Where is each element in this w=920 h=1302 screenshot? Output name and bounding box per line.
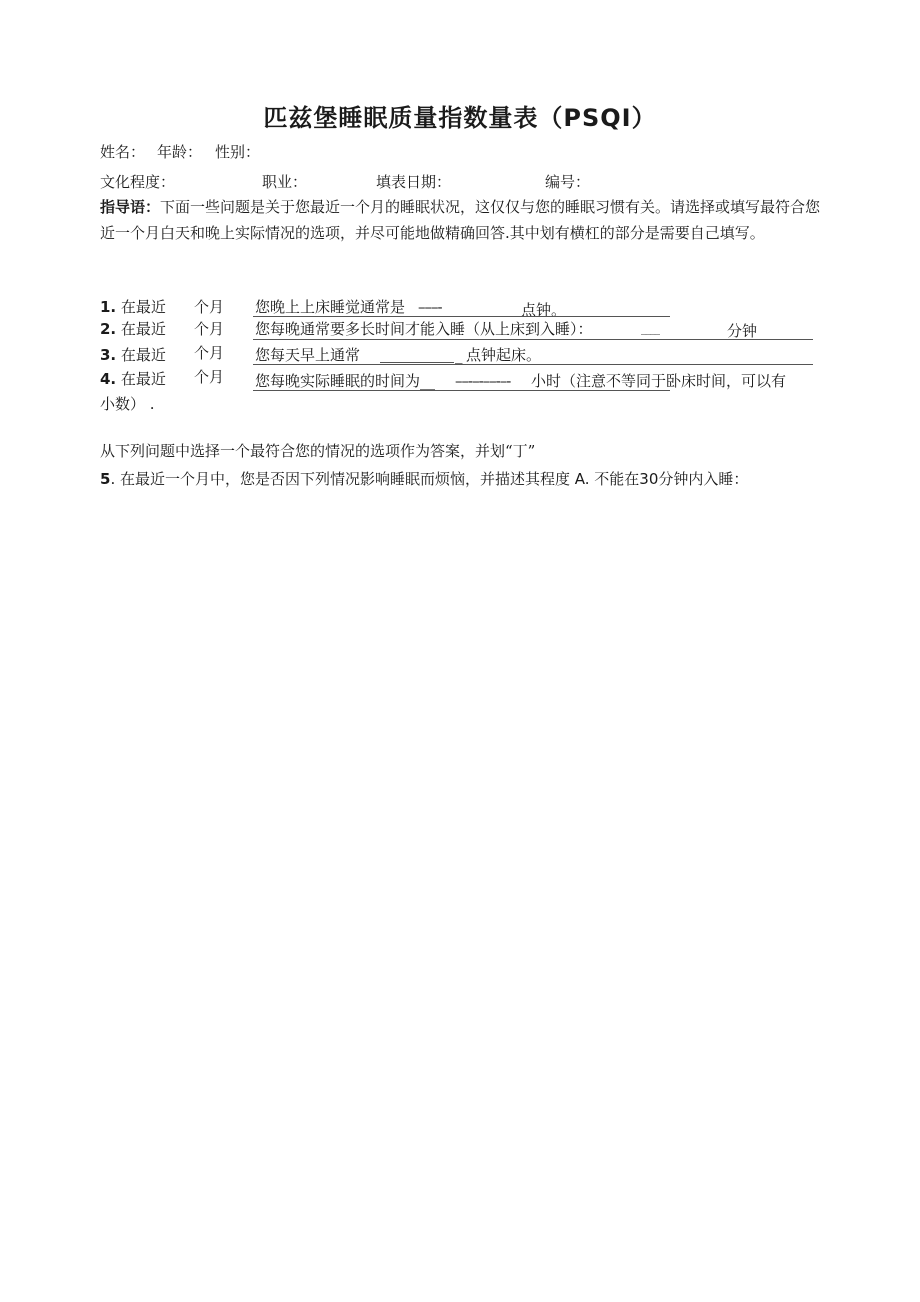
- question-4-suffix: 小时（注意不等同于卧床时间，可以有: [531, 372, 787, 390]
- question-3-text: 您每天早上通常: [255, 346, 361, 364]
- question-4-continuation: 小数） .: [100, 395, 155, 413]
- question-3-fill-line: [380, 362, 454, 363]
- question-4-lead: [100, 368, 166, 390]
- question-3-unit: 个月: [194, 344, 225, 362]
- education-label: 文化程度：: [100, 173, 176, 191]
- question-1-underline: [253, 316, 670, 317]
- question-4-number: 4.: [100, 370, 117, 388]
- number-label: 编号：: [545, 173, 591, 191]
- question-2-number: 2.: [100, 320, 117, 338]
- question-3-underline: [253, 364, 813, 365]
- guidance-paragraph: [100, 194, 824, 246]
- guidance-label: 指导语：: [100, 198, 161, 216]
- guidance-text: 下面一些问题是关于您最近一个月的睡眠状况，这仅仅与您的睡眠习惯有关。请选择或填写最符合您近一个月白天和晚上实际情况的选项，并尽可能地做精确回答.其中划有横杠的部分是需要自己填写。: [100, 198, 821, 242]
- question-4-underline: [253, 390, 670, 391]
- question-2-suffix: 分钟: [727, 322, 758, 340]
- question-3-lead: [100, 344, 166, 366]
- occupation-label: 职业：: [262, 173, 308, 191]
- question-1-lead: [100, 296, 166, 318]
- page-title: 匹兹堡睡眠质量指数量表（PSQI）: [263, 104, 657, 132]
- date-label: 填表日期：: [376, 173, 452, 191]
- question-1-prefix: 在最近: [120, 298, 166, 316]
- question-2-unit: 个月: [194, 320, 225, 338]
- age-label: 年龄：: [157, 143, 203, 161]
- question-2-text: 您每晚通常要多长时间才能入睡（从上床到入睡）：: [255, 320, 593, 338]
- question-3-prefix: 在最近: [120, 346, 166, 364]
- question-1-suffix: 点钟。: [521, 301, 567, 319]
- question-5-option-a: A. 不能在30分钟内入睡：: [574, 470, 749, 488]
- question-2-prefix: 在最近: [120, 320, 166, 338]
- question-4-unit: 个月: [194, 368, 225, 386]
- question-5: [100, 466, 800, 492]
- question-2-fill[interactable]: ____: [641, 322, 659, 335]
- question-1-number: 1.: [100, 298, 117, 316]
- gender-label: 性别：: [215, 143, 261, 161]
- question-1-unit: 个月: [194, 298, 225, 316]
- question-3-number: 3.: [100, 346, 117, 364]
- name-label: 姓名：: [100, 143, 146, 161]
- question-2-lead: [100, 318, 166, 340]
- question-3-suffix: 点钟起床。: [466, 346, 542, 364]
- question-4-fill[interactable]: ––-–-––-–-: [455, 372, 511, 390]
- question-5-number: 5: [100, 470, 111, 488]
- question-4-prefix: 在最近: [120, 370, 166, 388]
- section-intro: 从下列问题中选择一个最符合您的情况的选项作为答案，并划“丁”: [100, 442, 536, 460]
- question-1-text: 您晚上上床睡觉通常是: [255, 298, 406, 316]
- question-2-underline: [253, 339, 813, 340]
- question-5-text: . 在最近一个月中，您是否因下列情况影响睡眠而烦恼，并描述其程度: [110, 470, 570, 488]
- question-3-fill[interactable]: _: [455, 346, 463, 364]
- question-1-fill[interactable]: –––-: [418, 298, 442, 316]
- question-4-text: 您每晚实际睡眠的时间为__: [255, 372, 436, 390]
